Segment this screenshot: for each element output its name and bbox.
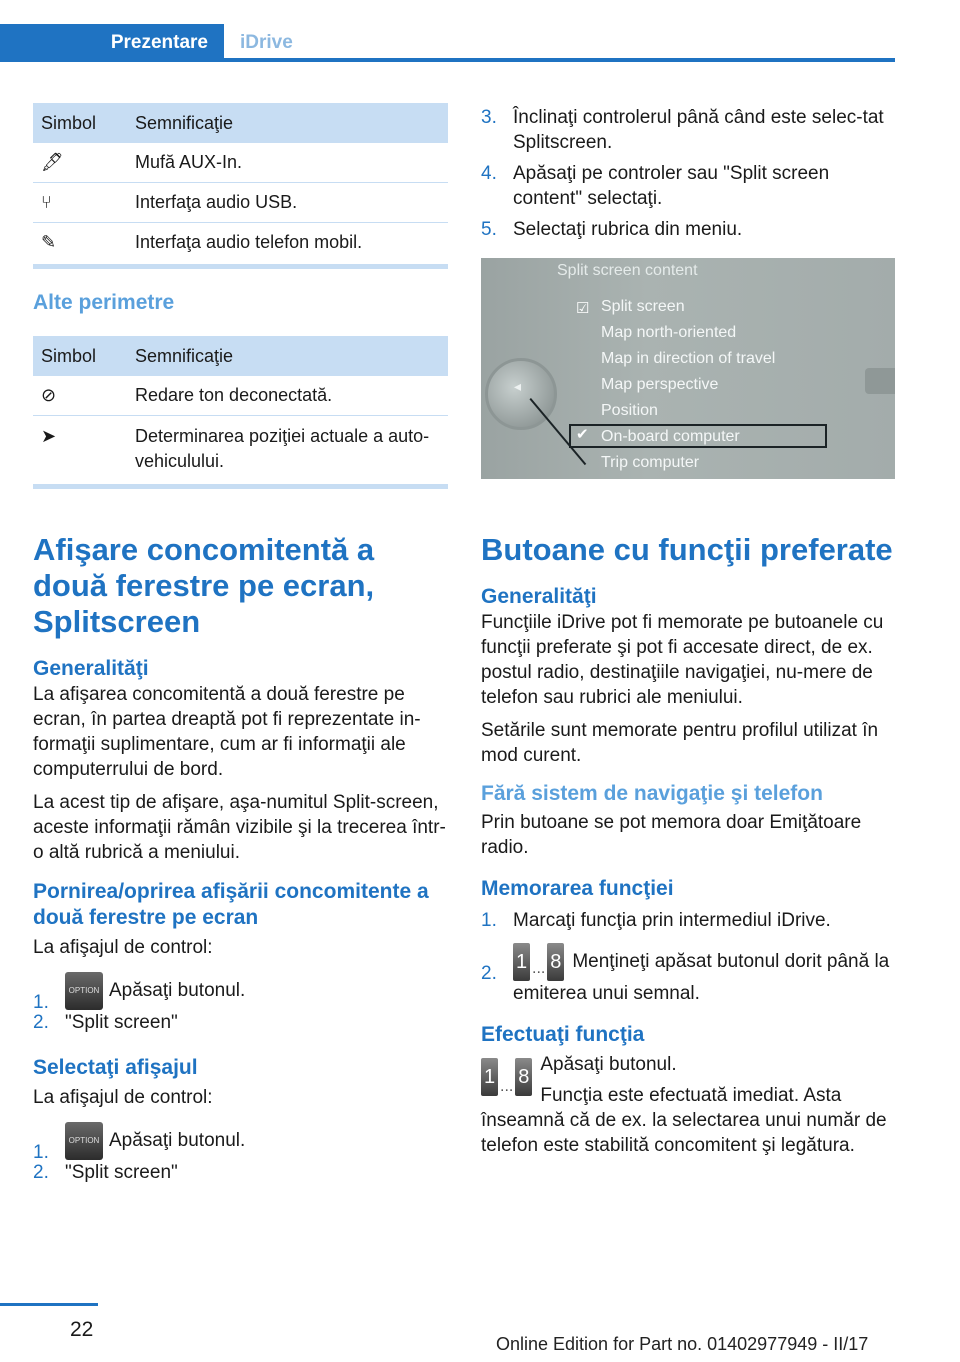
table-header-meaning: Semnificaţie	[127, 336, 448, 376]
table-header-symbol: Simbol	[33, 103, 127, 143]
list-item	[33, 972, 448, 1013]
onoff-steps	[33, 972, 448, 1035]
favorite-button-1-icon: 1	[513, 943, 530, 981]
tab-prezentare[interactable]: Prezentare	[0, 24, 224, 62]
onoff-heading: Pornirea/oprirea afişării concomitente a două ferestre pe ecran	[33, 880, 429, 929]
aux-plug-icon: 🖋	[41, 152, 64, 172]
table-cell: Mufă AUX-In.	[127, 143, 448, 183]
list-item	[33, 1160, 448, 1185]
menu-item: Map north-oriented	[601, 324, 737, 341]
header-tabs	[0, 24, 895, 62]
favorite-buttons-icon	[481, 1058, 532, 1096]
list-item	[33, 1122, 448, 1163]
screen-menu	[601, 294, 775, 476]
generalitati-heading: Generalităţi	[33, 657, 149, 680]
favorite-button-8-icon: 8	[547, 943, 564, 981]
step-number: 1.	[481, 910, 497, 931]
nonav-heading: Fără sistem de navigaţie şi telefon	[481, 782, 823, 805]
step-text: Apăsaţi pe controler sau "Split screen content" selectaţi.	[513, 163, 830, 209]
idrive-screen-image	[481, 258, 895, 479]
efectuati-heading: Efectuaţi funcţia	[481, 1023, 645, 1046]
list-item	[481, 105, 895, 155]
list-item	[33, 1010, 448, 1035]
step-text: Marcaţi funcţia prin intermediul iDrive.	[513, 910, 831, 931]
position-arrow-icon: ➤	[41, 426, 57, 446]
step-number: 1.	[33, 1142, 49, 1163]
selection-highlight	[569, 424, 827, 448]
step-text: Apăsaţi butonul.	[109, 1130, 246, 1152]
step-text: "Split screen"	[65, 1162, 178, 1183]
page-number: 22	[70, 1318, 94, 1341]
table-row	[33, 376, 448, 416]
ellipsis: ...	[532, 960, 546, 977]
section-heading: Afişare concomitentă a două ferestre pe ecran, Splitscreen	[33, 532, 375, 639]
list-item	[481, 908, 895, 933]
paragraph: Funcţiile iDrive pot fi memorate pe butoanele cu funcţii preferate şi pot fi accesate direct, de ex. postul radio, destinaţiile navigaţiei, nu-mere de telefon sau rubrici ale meniului.	[481, 612, 884, 708]
splitscreen-steps	[481, 105, 895, 242]
favorites-section	[481, 532, 895, 1158]
exec-block	[481, 1052, 895, 1158]
step-text: Apăsaţi butonul.	[109, 980, 246, 1002]
side-tab-icon	[865, 368, 895, 394]
step-text: Selectaţi rubrica din meniu.	[513, 219, 743, 240]
menu-item: Trip computer	[601, 454, 700, 471]
favorite-button-8-icon: 8	[515, 1058, 532, 1096]
option-button-icon: OPTION	[65, 972, 103, 1010]
usb-icon: ⑂	[41, 192, 52, 212]
table-header-meaning: Semnificaţie	[127, 103, 448, 143]
memorare-heading: Memorarea funcţiei	[481, 877, 674, 900]
phone-audio-icon: ✎	[41, 232, 57, 252]
option-button-icon: OPTION	[65, 1122, 103, 1160]
section-heading: Butoane cu funcţii preferate	[481, 532, 893, 567]
table-cell: Interfaţa audio telefon mobil.	[135, 232, 363, 252]
header-rule	[0, 58, 895, 62]
tab-idrive[interactable]: iDrive	[240, 32, 293, 53]
paragraph: Prin butoane se pot memora doar Emiţătoare radio.	[481, 812, 862, 858]
table-row	[33, 143, 448, 183]
alte-perimetre-heading: Alte perimetre	[33, 291, 175, 314]
ellipsis: ...	[500, 1078, 514, 1095]
step-number: 3.	[481, 107, 497, 128]
menu-item: On-board computer	[601, 428, 740, 445]
menu-item: Split screen	[601, 298, 685, 315]
footer-rule	[0, 1303, 98, 1306]
screen-title: Split screen content	[557, 262, 698, 279]
memorare-steps	[481, 908, 895, 1006]
step-text: Înclinaţi controlerul până când este selec-tat Splitscreen.	[513, 107, 884, 153]
step-number: 2.	[481, 963, 497, 984]
list-item	[481, 943, 895, 1006]
step-number: 4.	[481, 163, 497, 184]
menu-item: Map perspective	[601, 376, 719, 393]
list-item	[481, 161, 895, 211]
step-text: "Split screen"	[65, 1012, 178, 1033]
paragraph: La afişajul de control:	[33, 937, 213, 958]
splitscreen-section	[33, 532, 448, 1185]
arrow-left-icon: ◂	[514, 378, 522, 394]
table-cell: Determinarea poziţiei actuale a auto- vehiculului.	[135, 426, 430, 471]
select-steps	[33, 1122, 448, 1185]
table-cell: Interfaţa audio USB.	[127, 183, 448, 223]
list-item	[481, 217, 895, 242]
step-number: 1.	[33, 992, 49, 1013]
table-cell: Redare ton deconectată.	[127, 376, 448, 416]
symbol-table-2	[33, 336, 448, 489]
step-number: 2.	[33, 1162, 49, 1183]
paragraph: La afişarea concomitentă a două ferestre pe ecran, în partea dreaptă pot fi reprezentate in-formaţii suplimentare, cum ar fi informaţii ale computerrului de bord.	[33, 684, 421, 780]
menu-item: Position	[601, 402, 658, 419]
edition-text: Online Edition for Part no. 01402977949 - II/17	[496, 1334, 869, 1354]
table-end-rule	[33, 264, 448, 269]
symbol-table-1	[33, 103, 448, 269]
paragraph: La acest tip de afişare, aşa-numitul Split-screen, aceste informaţii rămân vizibile şi la trecerea într-o altă rubrică a meniului.	[33, 792, 446, 863]
table-end-rule	[33, 484, 448, 489]
step-number: 5.	[481, 219, 497, 240]
checkmark-icon: ✔	[576, 426, 589, 443]
paragraph: Setările sunt memorate pentru profilul utilizat în mod curent.	[481, 720, 879, 766]
step-text: Menţineţi apăsat butonul dorit până la emiterea unui semnal.	[513, 951, 890, 1004]
mute-speaker-icon: ⊘	[41, 385, 57, 405]
menu-item: Map in direction of travel	[601, 350, 776, 367]
checkbox-icon: ☑	[576, 300, 590, 317]
table-row	[33, 223, 448, 263]
select-heading: Selectaţi afişajul	[33, 1056, 198, 1079]
table-row	[33, 183, 448, 223]
table-row	[33, 416, 448, 483]
favorite-button-1-icon: 1	[481, 1058, 498, 1096]
paragraph: La afişajul de control:	[33, 1087, 213, 1108]
paragraph: Apăsaţi butonul.	[540, 1054, 677, 1075]
table-header-symbol: Simbol	[33, 336, 127, 376]
generalitati-heading: Generalităţi	[481, 585, 597, 608]
paragraph: Funcţia este efectuată imediat. Asta înseamnă că de ex. la selectarea unui număr de telefon este stabilită concomitent şi legătura.	[481, 1085, 887, 1156]
step-number: 2.	[33, 1012, 49, 1033]
